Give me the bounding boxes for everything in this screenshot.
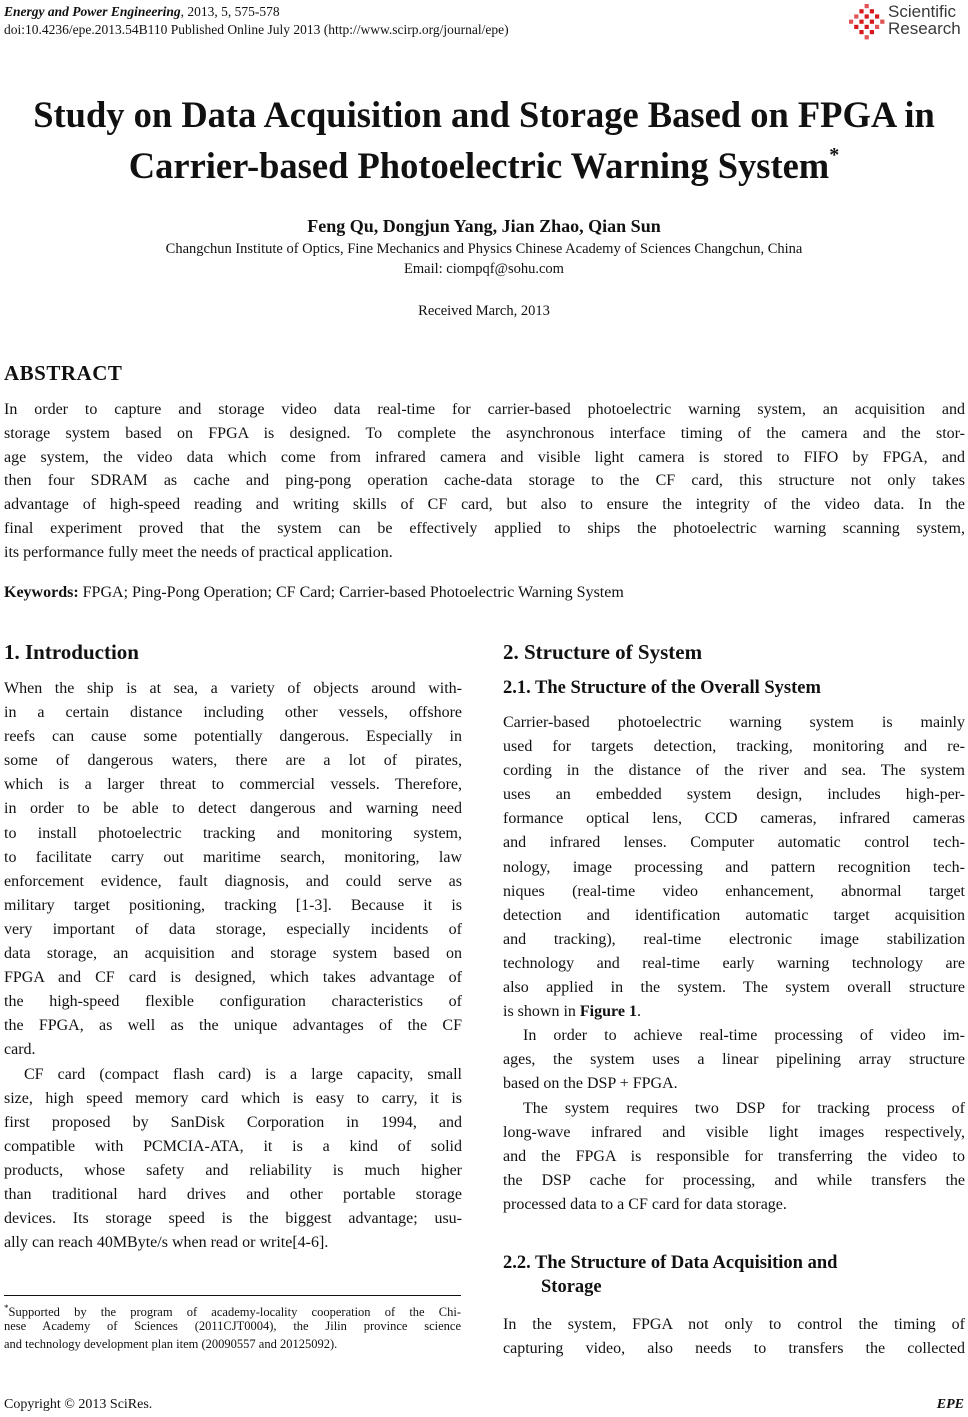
- abstract-line: its performance fully meet the needs of practical application.: [4, 543, 393, 561]
- abstract-line: storage system based on FPGA is designed. To complete the asynchronous interface timing of the camera and the stor-: [4, 424, 965, 442]
- body-line: capturing video, also needs to transfers the collected: [503, 1340, 965, 1358]
- abstract-line: advantage of high-speed reading and writing skills of CF card, but also to ensure the integrity of the video data. In the: [4, 496, 965, 514]
- body-line: first proposed by SanDisk Corporation in 1994, and: [4, 1113, 462, 1131]
- footnote-rule: [4, 1295, 461, 1296]
- authors: Feng Qu, Dongjun Yang, Jian Zhao, Qian Sun: [307, 216, 661, 236]
- publisher-logo-line2: Research: [888, 19, 961, 38]
- body-line: CF card (compact flash card) is a large capacity, small: [24, 1065, 462, 1083]
- body-line: used for targets detection, tracking, monitoring and re-: [503, 738, 965, 756]
- body-line: uses an embedded system design, includes high-per-: [503, 786, 965, 804]
- logo-square: [859, 9, 863, 13]
- logo-square: [859, 20, 863, 24]
- abstract-line: age system, the video data which come from infrared camera and visible light camera is stored to FIFO by FPGA, and: [4, 448, 965, 466]
- body-line: and infrared lenses. Computer automatic control tech-: [503, 834, 965, 852]
- figure-ref-prefix: is shown in: [503, 1003, 580, 1021]
- body-line: and tracking), real-time electronic image stabilization: [503, 930, 965, 948]
- logo-square: [875, 14, 879, 18]
- body-line: and the FPGA is responsible for transferring the video to: [503, 1147, 965, 1165]
- section2-body: [503, 711, 965, 1217]
- body-line: detection and identification automatic target acquisition: [503, 906, 965, 924]
- publisher-logo-line1: Scientific: [888, 2, 957, 21]
- abstract-body: [4, 398, 965, 565]
- body-line: Carrier-based photoelectric warning system is mainly: [503, 714, 965, 731]
- body-line: some of dangerous waters, there are a lot of pirates,: [4, 752, 462, 770]
- body-line: military target positioning, tracking [1-3]. Because it is: [4, 896, 462, 914]
- subsection-heading-acquisition-cont: Storage: [541, 1277, 602, 1297]
- title-footnote-marker: *: [829, 144, 840, 166]
- body-line: in a certain distance including other vessels, offshore: [4, 704, 462, 722]
- paper-title-line2: Carrier-based Photoelectric Warning System: [128, 145, 830, 187]
- body-line: formance optical lens, CCD cameras, infrared cameras: [503, 810, 965, 828]
- body-line: in order to be able to detect dangerous and warning need: [4, 800, 462, 818]
- footnote-line: Supported by the program of academy-locality cooperation of the Chi-: [8, 1305, 461, 1320]
- body-line: processed data to a CF card for data storage.: [503, 1195, 787, 1213]
- journal-name: Energy and Power Engineering: [4, 4, 181, 19]
- logo-square: [870, 9, 874, 13]
- abstract-line: then four SDRAM as cache and ping-pong operation cache-data storage to the CF card, this structure not only takes: [4, 472, 965, 490]
- publisher-logo: [848, 2, 968, 42]
- body-line: compatible with PCMCIA-ATA, it is a kind of solid: [4, 1137, 462, 1155]
- footnote-line: and technology development plan item (20090557 and 20125092).: [4, 1337, 338, 1351]
- journal-abbreviation: EPE: [936, 1397, 964, 1412]
- body-line: When the ship is at sea, a variety of objects around with-: [4, 680, 462, 697]
- section-heading-structure: 2. Structure of System: [503, 640, 703, 664]
- body-line: size, high speed memory card which is easy to carry, it is: [4, 1089, 462, 1107]
- logo-square: [880, 20, 884, 24]
- logo-square: [854, 25, 858, 29]
- body-line: the FPGA, as well as the unique advantages of the CF: [4, 1017, 462, 1035]
- body-line: the DSP cache for processing, and while transfers the: [503, 1171, 965, 1189]
- logo-square: [865, 25, 869, 29]
- body-line: products, whose safety and reliability is much higher: [4, 1161, 462, 1179]
- publisher-logo-icon: [848, 4, 886, 40]
- section2-2-body: [503, 1313, 965, 1361]
- copyright-notice: Copyright © 2013 SciRes.: [4, 1397, 153, 1412]
- keywords: [4, 582, 624, 604]
- body-line: enforcement evidence, fault diagnosis, and could serve as: [4, 872, 462, 890]
- body-line: The system requires two DSP for tracking process of: [523, 1099, 965, 1117]
- body-line: also applied in the system. The system overall structure: [503, 979, 965, 997]
- footnote-marker: *: [4, 1303, 9, 1313]
- body-line: based on the DSP + FPGA.: [503, 1075, 678, 1093]
- subsection-heading-overall: 2.1. The Structure of the Overall System: [503, 678, 821, 698]
- body-line: In order to achieve real-time processing of video im-: [523, 1027, 965, 1045]
- affiliation: Changchun Institute of Optics, Fine Mechanics and Physics Chinese Academy of Sciences Changchun, China: [165, 241, 803, 257]
- figure-1-link[interactable]: Figure 1: [579, 1003, 637, 1021]
- body-line: data storage, an acquisition and storage system based on: [4, 945, 462, 963]
- body-line: to facilitate carry out maritime search, monitoring, law: [4, 848, 462, 866]
- abstract-line: final experiment proved that the system can be effectively applied to ships the photoelectric warning scanning system,: [4, 519, 965, 537]
- body-line: [503, 1000, 965, 1024]
- logo-square: [859, 30, 863, 34]
- logo-square: [870, 30, 874, 34]
- subsection-heading-acquisition: 2.2. The Structure of Data Acquisition and: [503, 1253, 838, 1273]
- footnote-line: nese Academy of Sciences (2011CJT0004), the Jilin province science: [4, 1319, 461, 1333]
- body-line: the high-speed flexible configuration characteristics of: [4, 993, 462, 1011]
- journal-issue: , 2013, 5, 575-578: [180, 4, 280, 19]
- figure-ref-suffix: .: [636, 1003, 641, 1021]
- body-line: FPGA and CF card is designed, which takes advantage of: [4, 969, 462, 987]
- body-line: very important of data storage, especially incidents of: [4, 920, 462, 938]
- body-line: than traditional hard drives and other portable storage: [4, 1185, 462, 1203]
- body-line: card.: [4, 1041, 36, 1059]
- email: Email: ciompqf@sohu.com: [404, 261, 564, 277]
- logo-square: [875, 25, 879, 29]
- logo-square: [865, 35, 869, 39]
- body-line: long-wave infrared and visible light images respectively,: [503, 1123, 965, 1141]
- footnote: [4, 1299, 461, 1353]
- paper-title: [0, 92, 968, 188]
- logo-square: [870, 20, 874, 24]
- doi-line: doi:10.4236/epe.2013.54B110 Published Online July 2013 (http://www.scirp.org/journal/epe): [4, 22, 509, 37]
- body-line: cording in the distance of the river and sea. The system: [503, 762, 965, 780]
- body-line: which is a larger threat to commercial vessels. Therefore,: [4, 776, 462, 794]
- logo-square: [854, 14, 858, 18]
- body-line: reefs can cause some potentially dangerous. Especially in: [4, 728, 462, 746]
- body-line: In the system, FPGA not only to control the timing of: [503, 1316, 965, 1333]
- section-heading-introduction: 1. Introduction: [4, 640, 139, 664]
- body-line: niques (real-time video enhancement, abnormal target: [503, 882, 965, 900]
- body-line: ages, the system uses a linear pipelining array structure: [503, 1051, 965, 1069]
- received-date: Received March, 2013: [418, 303, 550, 319]
- body-line: nology, image processing and pattern recognition tech-: [503, 858, 965, 876]
- logo-square: [849, 20, 853, 24]
- keywords-label: Keywords:: [4, 584, 79, 601]
- journal-citation: [4, 3, 280, 20]
- logo-square: [865, 4, 869, 8]
- logo-square: [865, 14, 869, 18]
- body-line: devices. Its storage speed is the biggest advantage; usu-: [4, 1210, 462, 1228]
- paper-title-line1: Study on Data Acquisition and Storage Based on FPGA in: [33, 94, 935, 135]
- body-line: technology and real-time early warning technology are: [503, 954, 965, 972]
- keywords-text: FPGA; Ping-Pong Operation; CF Card; Carrier-based Photoelectric Warning System: [78, 584, 624, 601]
- body-line: ally can reach 40MByte/s when read or write[4-6].: [4, 1234, 329, 1252]
- abstract-line: In order to capture and storage video data real-time for carrier-based photoelectric warning system, an acquisition and: [4, 401, 965, 418]
- introduction-body: [4, 677, 462, 1255]
- abstract-heading: ABSTRACT: [4, 361, 123, 385]
- body-line: to install photoelectric tracking and monitoring system,: [4, 824, 462, 842]
